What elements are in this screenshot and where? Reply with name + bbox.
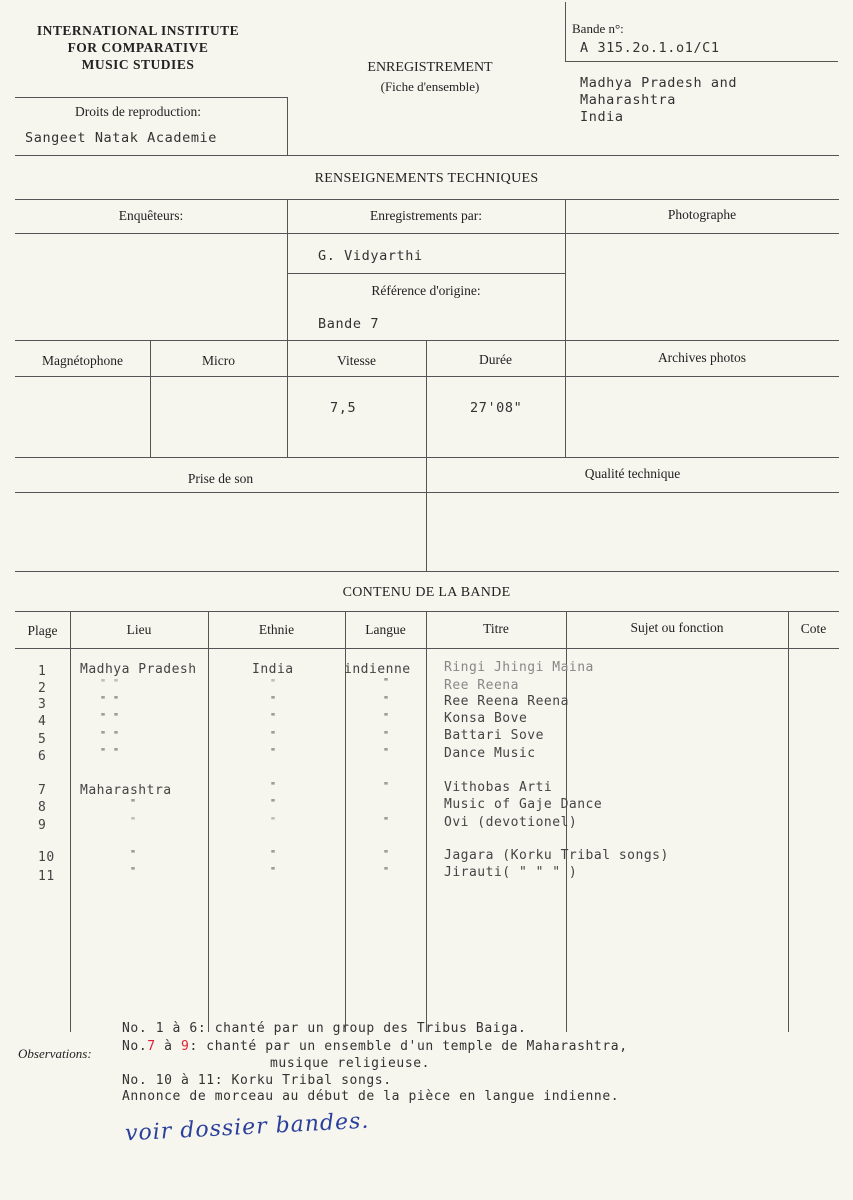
- institute-line-3: MUSIC STUDIES: [81, 57, 195, 72]
- rights-value: Sangeet Natak Academie: [25, 130, 218, 146]
- row-9-lieu: ": [130, 816, 137, 827]
- obs-line2-red2: 9: [181, 1039, 190, 1054]
- row-11-titre: Jirauti( " " " ): [444, 865, 578, 880]
- region-line-1: Madhya Pradesh and: [580, 75, 738, 91]
- row-6-langue: ": [383, 747, 390, 758]
- row-1-ethnie: India: [252, 662, 294, 677]
- row-6-lieu: " ": [100, 747, 120, 758]
- row-6-ethnie: ": [270, 747, 277, 758]
- row-4-lieu: " ": [100, 712, 120, 723]
- row-1-langue: indienne: [344, 662, 411, 677]
- rights-label: Droits de reproduction:: [75, 104, 201, 119]
- obs-line2-rest: : chanté par un ensemble d'un temple de Maharashtra,: [189, 1039, 628, 1054]
- row-11-ethnie: ": [270, 866, 277, 877]
- row-9-ethnie: ": [270, 816, 277, 827]
- row-7-ethnie: ": [270, 781, 277, 792]
- vitesse-label: Vitesse: [337, 353, 376, 368]
- row-8-plage: 8: [38, 800, 47, 815]
- vitesse-value: 7,5: [330, 400, 357, 416]
- row-9-titre: Ovi (devotionel): [444, 815, 578, 830]
- row-11-lieu: ": [130, 866, 137, 877]
- observation-line-1: No. 1 à 6: chanté par un group des Tribus Baiga.: [122, 1021, 527, 1036]
- row-11-plage: 11: [38, 869, 55, 884]
- form-title: ENREGISTREMENT: [367, 60, 493, 75]
- row-2-langue: ": [383, 677, 390, 688]
- institute-line-1: INTERNATIONAL INSTITUTE: [36, 23, 240, 38]
- row-9-plage: 9: [38, 818, 47, 833]
- micro-label: Micro: [202, 353, 235, 368]
- region-info: [580, 75, 737, 126]
- row-2-lieu: " ": [100, 678, 120, 689]
- row-11-langue: ": [383, 866, 390, 877]
- row-8-titre: Music of Gaje Dance: [444, 797, 603, 812]
- row-4-plage: 4: [38, 714, 47, 729]
- magnetophone-label: Magnétophone: [42, 353, 123, 368]
- prise-de-son-label: Prise de son: [187, 471, 254, 486]
- photographe-label: Photographe: [667, 207, 737, 222]
- header-ethnie: Ethnie: [258, 622, 295, 637]
- row-10-lieu: ": [130, 849, 137, 860]
- region-line-3: India: [580, 109, 624, 125]
- row-3-lieu: " ": [100, 695, 120, 706]
- region-line-2: Maharashtra: [580, 92, 677, 108]
- duree-value: 27'08": [470, 400, 523, 416]
- institute-name: [0, 22, 276, 73]
- header-langue: Langue: [365, 622, 406, 637]
- row-2-titre: Ree Reena: [444, 678, 519, 693]
- bande-number: A 315.2o.1.o1/C1: [580, 40, 720, 56]
- row-3-langue: ": [383, 695, 390, 706]
- row-10-titre: Jagara (Korku Tribal songs): [444, 848, 669, 863]
- row-7-lieu: Maharashtra: [80, 783, 172, 798]
- technical-section-title: RENSEIGNEMENTS TECHNIQUES: [314, 171, 539, 186]
- row-8-lieu: ": [130, 798, 137, 809]
- row-4-langue: ": [383, 712, 390, 723]
- row-10-ethnie: ": [270, 849, 277, 860]
- row-6-plage: 6: [38, 749, 47, 764]
- header-cote: Cote: [800, 621, 827, 636]
- form-subtitle: (Fiche d'ensemble): [380, 79, 480, 94]
- row-5-langue: ": [383, 730, 390, 741]
- row-3-titre: Ree Reena Reena: [444, 694, 569, 709]
- header-sujet: Sujet ou fonction: [630, 620, 724, 635]
- row-5-plage: 5: [38, 732, 47, 747]
- row-1-lieu: Madhya Pradesh: [80, 662, 197, 677]
- row-3-plage: 3: [38, 697, 47, 712]
- row-9-langue: ": [383, 816, 390, 827]
- row-7-langue: ": [383, 781, 390, 792]
- obs-line2-prefix: No.: [122, 1039, 148, 1054]
- enregistrements-value: G. Vidyarthi: [318, 248, 423, 264]
- observations-label: Observations:: [18, 1046, 92, 1061]
- row-5-titre: Battari Sove: [444, 728, 544, 743]
- header-lieu: Lieu: [126, 622, 152, 637]
- observation-line-2: [122, 1039, 628, 1054]
- enregistrements-label: Enregistrements par:: [369, 208, 483, 223]
- qualite-label: Qualité technique: [584, 466, 681, 481]
- row-7-titre: Vithobas Arti: [444, 780, 553, 795]
- bande-label: Bande n°:: [572, 21, 624, 36]
- row-6-titre: Dance Music: [444, 746, 536, 761]
- row-4-ethnie: ": [270, 712, 277, 723]
- institute-line-2: FOR COMPARATIVE: [67, 40, 209, 55]
- observation-line-3: musique religieuse.: [270, 1056, 431, 1071]
- row-5-ethnie: ": [270, 730, 277, 741]
- reference-label: Référence d'origine:: [371, 283, 481, 298]
- observation-line-4: No. 10 à 11: Korku Tribal songs.: [122, 1073, 392, 1088]
- handwritten-note: voir dossier bandes.: [124, 1108, 370, 1147]
- enqueteurs-label: Enquêteurs:: [118, 208, 184, 223]
- header-titre: Titre: [483, 621, 509, 636]
- row-5-lieu: " ": [100, 730, 120, 741]
- row-4-titre: Konsa Bove: [444, 711, 528, 726]
- row-2-plage: 2: [38, 681, 47, 696]
- obs-line2-mid: à: [155, 1039, 181, 1054]
- row-10-langue: ": [383, 849, 390, 860]
- row-10-plage: 10: [38, 850, 55, 865]
- observation-line-5: Annonce de morceau au début de la pièce en langue indienne.: [122, 1089, 620, 1104]
- row-3-ethnie: ": [270, 695, 277, 706]
- row-8-ethnie: ": [270, 798, 277, 809]
- row-1-plage: 1: [38, 664, 47, 679]
- archives-label: Archives photos: [657, 350, 747, 365]
- header-plage: Plage: [27, 623, 58, 638]
- reference-value: Bande 7: [318, 316, 380, 332]
- obs-line2-red1: 7: [147, 1039, 156, 1054]
- row-2-ethnie: ": [270, 678, 277, 689]
- row-7-plage: 7: [38, 783, 47, 798]
- contents-section-title: CONTENU DE LA BANDE: [342, 585, 511, 600]
- duree-label: Durée: [479, 352, 512, 367]
- row-1-titre: Ringi Jhingi Maina: [444, 660, 594, 675]
